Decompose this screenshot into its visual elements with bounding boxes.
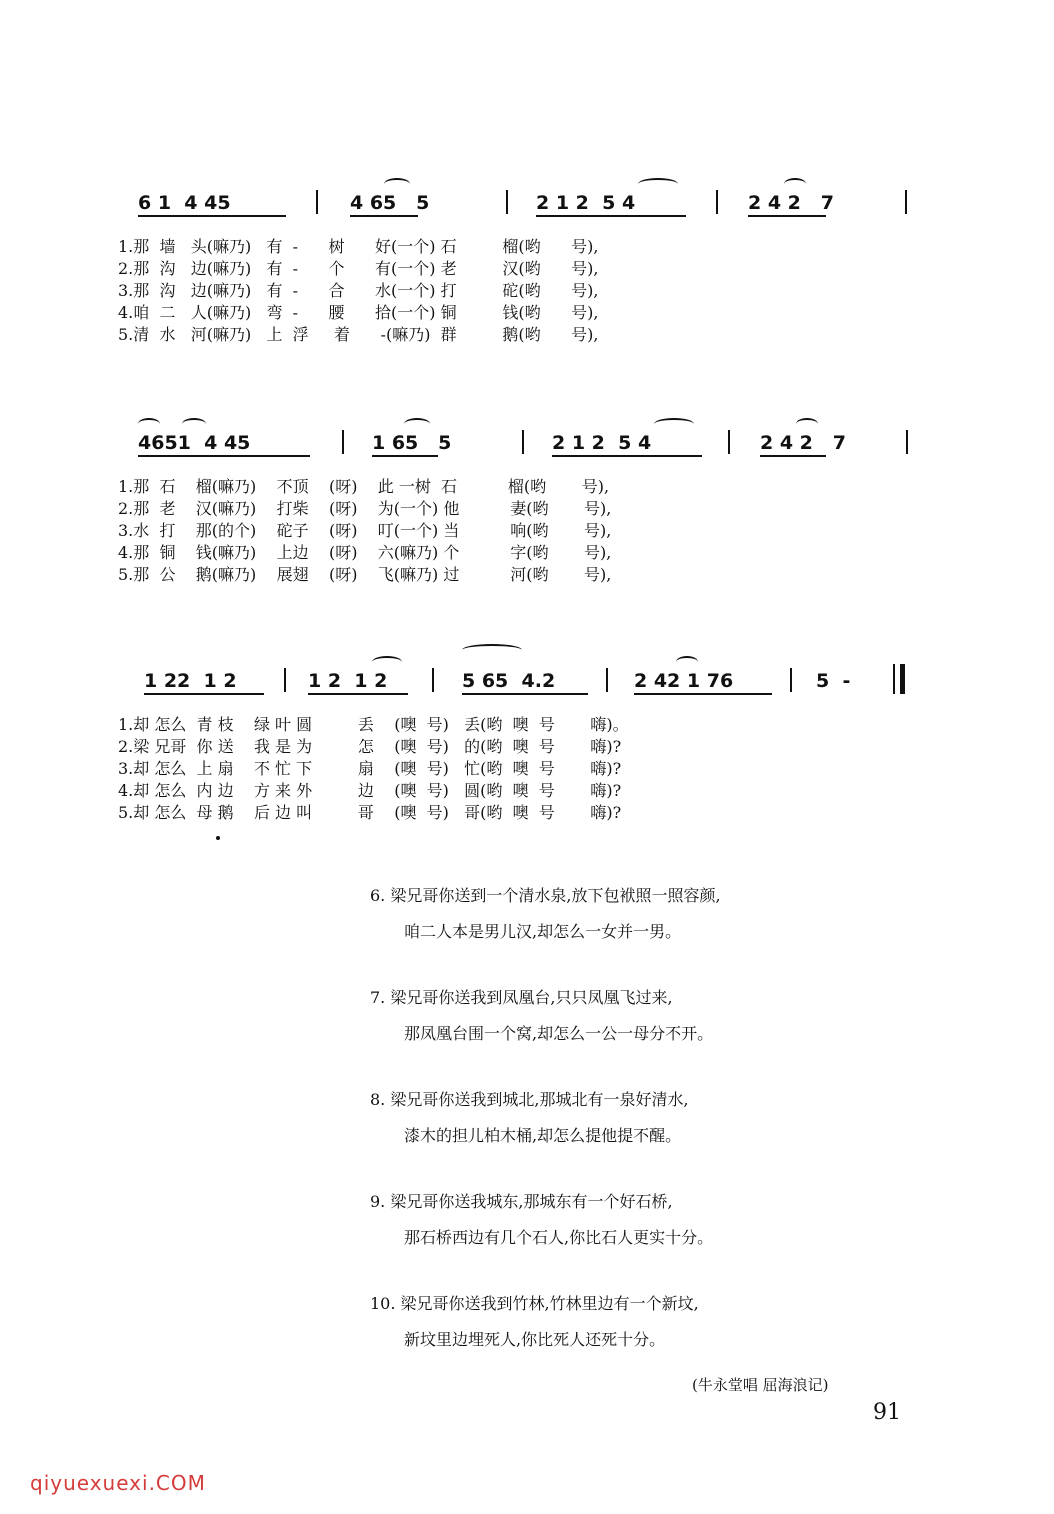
site-watermark: qiyuexuexi.COM [30,1471,206,1495]
beam-line [748,215,826,217]
verse-line: 梁兄哥你送我到城北,那城北有一泉好清水, [390,1090,689,1109]
lyric-line: 5.清 水 河(嘛乃) 上 浮 着 -(嘛乃) 群 鹅(哟 号), [118,325,599,344]
beam-line [552,455,702,457]
verse-line: 咱二人本是男儿汉,却怎么一女并一男。 [404,922,682,941]
verse-7 [370,980,713,1052]
slur-mark [784,178,806,190]
barline [906,430,908,454]
verse-6 [370,878,721,950]
measure-2-2: 1 65 5 [372,432,452,454]
verse-number: 6. [370,886,386,905]
measure-2-4: 2 4 2 7 [760,432,846,454]
verse-9 [370,1184,713,1256]
slur-mark [796,418,818,430]
verse-10 [370,1286,699,1358]
beam-line [308,693,408,695]
barline [606,668,608,692]
beam-line [462,693,588,695]
beam-line [536,215,686,217]
barline [728,430,730,454]
barline [342,430,344,454]
measure-1-1: 6 1 4 45 [138,192,231,214]
beam-line [350,215,418,217]
lyric-line: 5.那 公 鹅(嘛乃) 展翅 (呀) 飞(嘛乃) 过 河(哟 号), [118,565,612,584]
verse-line: 梁兄哥你送我城东,那城东有一个好石桥, [390,1192,673,1211]
verse-8 [370,1082,689,1154]
measure-3-4: 2 42 1 76 [634,670,734,692]
slur-mark [676,656,698,668]
barline [790,668,792,692]
lyric-line: 3.却 怎么 上 扇 不 忙 下 扇 (噢 号) 忙(哟 噢 号 嗨)? [118,759,622,778]
slur-mark [384,178,410,190]
verse-line: 新坟里边埋死人,你比死人还死十分。 [404,1330,666,1349]
verse-line: 梁兄哥你送我到竹林,竹林里边有一个新坟, [400,1294,699,1313]
page-number: 91 [873,1400,901,1425]
measure-3-2: 1 2 1 2 [308,670,388,692]
lyric-line: 4.咱 二 人(嘛乃) 弯 - 腰 拾(一个) 铜 钱(哟 号), [118,303,599,322]
slur-mark [404,418,430,430]
measure-1-3: 2 1 2 5 4 [536,192,636,214]
final-barline [900,664,905,694]
stray-mark [216,836,220,840]
slur-mark [372,656,402,668]
lyric-line: 5.却 怎么 母 鹅 后 边 叫 哥 (噢 号) 哥(哟 噢 号 嗨)? [118,803,622,822]
slur-mark [138,418,160,430]
lyric-line: 1.却 怎么 青 枝 绿 叶 圆 丢 (噢 号) 丢(哟 噢 号 嗨)。 [118,715,629,734]
barline [522,430,524,454]
measure-3-5: 5 - [816,670,851,692]
verse-number: 9. [370,1192,386,1211]
slur-mark [462,644,522,656]
lyric-line: 3.那 沟 边(嘛乃) 有 - 合 水(一个) 打 砣(哟 号), [118,281,599,300]
beam-line [144,693,264,695]
beam-line [634,693,772,695]
lyric-line: 3.水 打 那(的个) 砣子 (呀) 叮(一个) 当 响(哟 号), [118,521,612,540]
verse-line: 那凤凰台围一个窝,却怎么一公一母分不开。 [404,1024,714,1043]
verse-line: 那石桥西边有几个石人,你比石人更实十分。 [404,1228,714,1247]
measure-1-2: 4 65 5 [350,192,430,214]
barline [893,664,895,694]
lyric-line: 4.那 铜 钱(嘛乃) 上边 (呀) 六(嘛乃) 个 字(哟 号), [118,543,612,562]
beam-line [138,455,310,457]
beam-line [372,455,438,457]
slur-mark [654,418,694,430]
verse-number: 7. [370,988,386,1007]
lyric-line: 2.那 沟 边(嘛乃) 有 - 个 有(一个) 老 汉(哟 号), [118,259,599,278]
lyric-line: 1.那 墙 头(嘛乃) 有 - 树 好(一个) 石 榴(哟 号), [118,237,599,256]
barline [716,190,718,214]
barline [905,190,907,214]
measure-3-1: 1 22 1 2 [144,670,237,692]
slur-mark [638,178,678,190]
lyric-line: 2.那 老 汉(嘛乃) 打柴 (呀) 为(一个) 他 妻(哟 号), [118,499,612,518]
verse-number: 8. [370,1090,386,1109]
verse-line: 梁兄哥你送我到凤凰台,只只凤凰飞过来, [390,988,673,1007]
beam-line [760,455,826,457]
slur-mark [182,418,206,430]
measure-2-3: 2 1 2 5 4 [552,432,652,454]
measure-1-4: 2 4 2 7 [748,192,834,214]
verse-number: 10. [370,1294,396,1313]
song-credit: (牛永堂唱 屈海浪记) [692,1376,829,1394]
barline [432,668,434,692]
measure-3-3: 5 65 4.2 [462,670,556,692]
lyric-line: 1.那 石 榴(嘛乃) 不顶 (呀) 此 一树 石 榴(哟 号), [118,477,610,496]
measure-2-1: 4651 4 45 [138,432,251,454]
verse-line: 梁兄哥你送到一个清水泉,放下包袱照一照容颜, [390,886,721,905]
lyric-line: 2.梁 兄哥 你 送 我 是 为 怎 (噢 号) 的(哟 噢 号 嗨)? [118,737,622,756]
barline [284,668,286,692]
beam-line [138,215,286,217]
lyric-line: 4.却 怎么 内 边 方 来 外 边 (噢 号) 圆(哟 噢 号 嗨)? [118,781,622,800]
verse-line: 漆木的担儿柏木桶,却怎么提他提不醒。 [404,1126,682,1145]
barline [316,190,318,214]
barline [506,190,508,214]
